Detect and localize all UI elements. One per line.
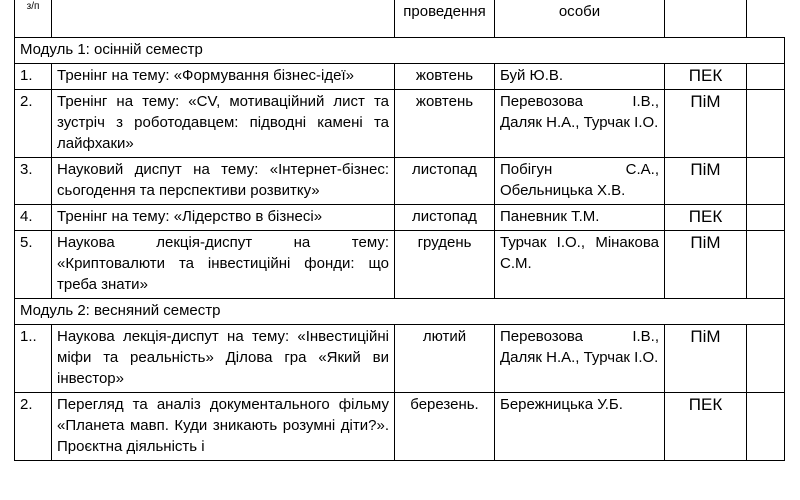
row-form: ПіМ xyxy=(665,325,747,393)
table-header-row xyxy=(15,0,785,38)
row-number: 1.. xyxy=(15,325,52,393)
header-date: проведення xyxy=(395,0,495,38)
row-form: ПЕК xyxy=(665,64,747,90)
row-extra xyxy=(747,90,785,158)
table-row xyxy=(15,325,785,393)
row-extra xyxy=(747,325,785,393)
row-topic: Наукова лекція-диспут на тему: «Інвестиційні міфи та реальність» Ділова гра «Який ви інвестор» xyxy=(52,325,395,393)
row-form: ПіМ xyxy=(665,158,747,205)
row-topic: Науковий диспут на тему: «Інтернет-бізнес: сьогодення та перспективи розвитку» xyxy=(52,158,395,205)
header-extra xyxy=(747,0,785,38)
header-number: з/п xyxy=(15,0,52,38)
row-topic: Наукова лекція-диспут на тему: «Криптовалюти та інвестиційні фонди: що треба знати» xyxy=(52,231,395,299)
row-date: жовтень xyxy=(395,90,495,158)
row-extra xyxy=(747,64,785,90)
row-responsible: Буй Ю.В. xyxy=(495,64,665,90)
row-date: грудень xyxy=(395,231,495,299)
row-date: жовтень xyxy=(395,64,495,90)
module-2-title: Модуль 2: весняний семестр xyxy=(15,299,785,325)
events-table xyxy=(14,0,785,461)
row-extra xyxy=(747,158,785,205)
row-responsible: Турчак І.О., Мінакова С.М. xyxy=(495,231,665,299)
row-date: березень. xyxy=(395,393,495,461)
row-responsible: Побігун С.А., Обельницька Х.В. xyxy=(495,158,665,205)
row-form: ПЕК xyxy=(665,393,747,461)
row-number: 1. xyxy=(15,64,52,90)
table-row xyxy=(15,158,785,205)
row-topic: Перегляд та аналіз документального фільму «Планета мавп. Куди зникають розумні діти?». Проєктна діяльність і xyxy=(52,393,395,461)
table-row xyxy=(15,231,785,299)
row-number: 2. xyxy=(15,90,52,158)
row-extra xyxy=(747,393,785,461)
module-row xyxy=(15,38,785,64)
row-responsible: Бережницька У.Б. xyxy=(495,393,665,461)
row-extra xyxy=(747,231,785,299)
row-responsible: Перевозова І.В., Даляк Н.А., Турчак І.О. xyxy=(495,325,665,393)
row-responsible: Паневник Т.М. xyxy=(495,205,665,231)
row-form: ПіМ xyxy=(665,90,747,158)
row-date: листопад xyxy=(395,158,495,205)
row-number: 3. xyxy=(15,158,52,205)
header-topic xyxy=(52,0,395,38)
row-topic: Тренінг на тему: «CV, мотиваційний лист та зустріч з роботодавцем: підводні камені та лайфхаки» xyxy=(52,90,395,158)
table-row xyxy=(15,64,785,90)
row-number: 2. xyxy=(15,393,52,461)
row-number: 4. xyxy=(15,205,52,231)
row-responsible: Перевозова І.В., Даляк Н.А., Турчак І.О. xyxy=(495,90,665,158)
header-form xyxy=(665,0,747,38)
module-1-title: Модуль 1: осінній семестр xyxy=(15,38,785,64)
row-date: листопад xyxy=(395,205,495,231)
row-topic: Тренінг на тему: «Лідерство в бізнесі» xyxy=(52,205,395,231)
row-number: 5. xyxy=(15,231,52,299)
module-row xyxy=(15,299,785,325)
header-responsible: особи xyxy=(495,0,665,38)
table-row xyxy=(15,90,785,158)
row-date: лютий xyxy=(395,325,495,393)
row-form: ПЕК xyxy=(665,205,747,231)
row-extra xyxy=(747,205,785,231)
table-row xyxy=(15,205,785,231)
row-topic: Тренінг на тему: «Формування бізнес-ідеї» xyxy=(52,64,395,90)
table-row xyxy=(15,393,785,461)
row-form: ПіМ xyxy=(665,231,747,299)
